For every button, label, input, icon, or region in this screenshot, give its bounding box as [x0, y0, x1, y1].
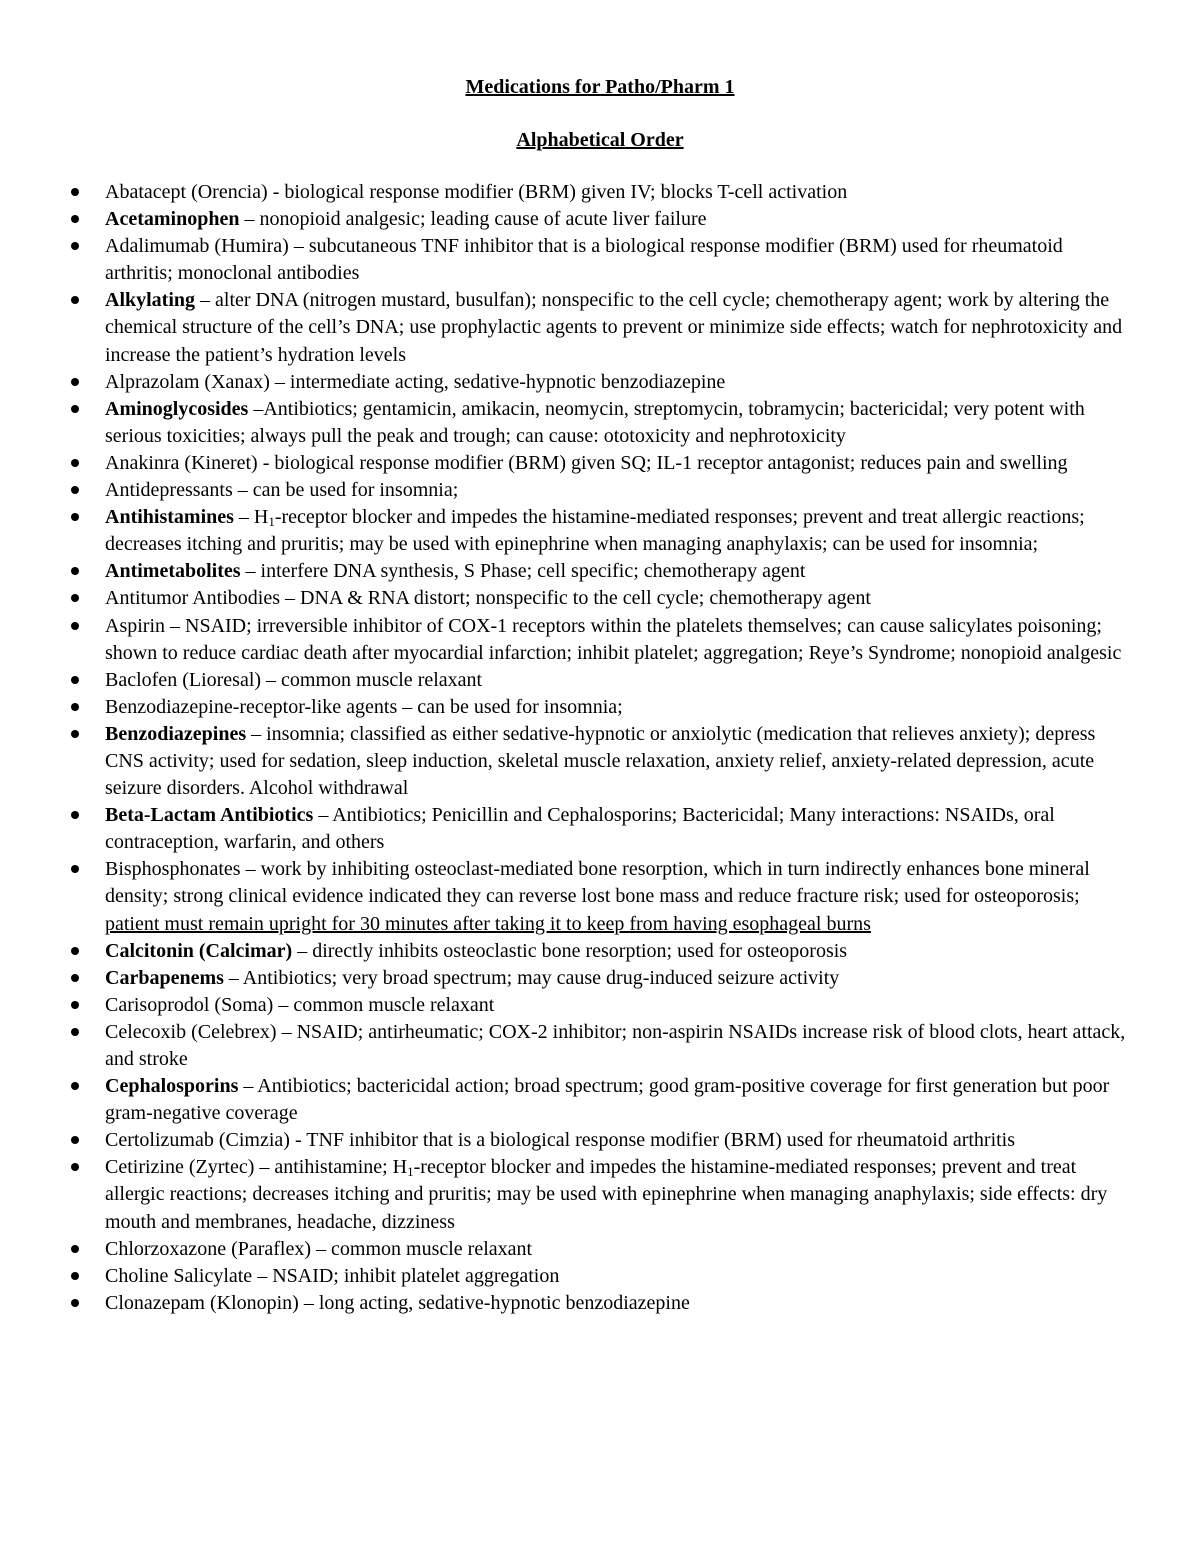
item-description: -receptor blocker and impedes the histamine-mediated responses; prevent and treat allergic reactions; decreases itching and pruritis; may be used with epinephrine when managing anaphylaxis; side effects: dry mouth and membranes, headache, dizziness	[105, 1156, 1108, 1233]
item-description: alter DNA (nitrogen mustard, busulfan); nonspecific to the cell cycle; chemotherapy agent; work by altering the chemical structure of the cell’s DNA; use prophylactic agents to prevent or minimize side effects; watch for nephrotoxicity and increase the patient’s hydration levels	[105, 289, 1123, 366]
item-term: Chlorzoxazone (Paraflex)	[105, 1237, 312, 1260]
item-term: Baclofen (Lioresal)	[105, 668, 262, 691]
item-note-underlined: patient must remain upright for 30 minutes after taking it to keep from having esophageal burns	[105, 912, 871, 935]
item-term: Celecoxib (Celebrex)	[105, 1020, 277, 1043]
item-description: NSAID; inhibit platelet aggregation	[272, 1264, 560, 1287]
list-item: Certolizumab (Cimzia) - TNF inhibitor that is a biological response modifier (BRM) used for rheumatoid arthritis	[0, 1127, 1200, 1154]
item-term: Adalimumab (Humira)	[105, 235, 289, 258]
item-description: common muscle relaxant	[281, 668, 483, 691]
item-term: Cetirizine (Zyrtec)	[105, 1156, 255, 1179]
item-description: NSAID; irreversible inhibitor of COX-1 receptors within the platelets themselves; can cause salicylates poisoning; shown to reduce cardiac death after myocardial infarction; inhibit platelet; aggregation; Reye’s Syndrome; nonopioid analgesic	[105, 614, 1122, 664]
item-description: directly inhibits osteoclastic bone resorption; used for osteoporosis	[312, 939, 848, 962]
item-term: Antidepressants	[105, 479, 233, 502]
item-term: Choline Salicylate	[105, 1264, 253, 1287]
item-term: Acetaminophen	[105, 208, 240, 231]
list-item: Alprazolam (Xanax) – intermediate acting, sedative-hypnotic benzodiazepine	[0, 369, 1200, 396]
list-item: Baclofen (Lioresal) – common muscle relaxant	[0, 667, 1200, 694]
item-description: subcutaneous TNF inhibitor that is a biological response modifier (BRM) used for rheumatoid arthritis; monoclonal antibodies	[105, 235, 1063, 285]
list-item: Beta-Lactam Antibiotics – Antibiotics; Penicillin and Cephalosporins; Bactericidal; Many interactions: NSAIDs, oral contraception, warfarin, and others	[0, 802, 1200, 856]
item-description: work by inhibiting osteoclast-mediated bone resorption, which in turn indirectly enhances bone mineral density; strong clinical evidence indicated they can reverse lost bone mass and reduce fracture risk; used for osteoporosis;	[105, 858, 1090, 908]
list-item: Adalimumab (Humira) – subcutaneous TNF inhibitor that is a biological response modifier (BRM) used for rheumatoid arthritis; monoclonal antibodies	[0, 233, 1200, 287]
list-item: Aminoglycosides –Antibiotics; gentamicin, amikacin, neomycin, streptomycin, tobramycin; bactericidal; very potent with serious toxicities; always pull the peak and trough; can cause: ototoxicity and nephrotoxicity	[0, 396, 1200, 450]
list-item: Clonazepam (Klonopin) – long acting, sedative-hypnotic benzodiazepine	[0, 1290, 1200, 1317]
list-item: Abatacept (Orencia) - biological response modifier (BRM) given IV; blocks T-cell activation	[0, 179, 1200, 206]
item-term: Bisphosphonates	[105, 858, 241, 881]
item-description: insomnia; classified as either sedative-hypnotic or anxiolytic (medication that relieves anxiety); depress CNS activity; used for sedation, sleep induction, skeletal muscle relaxation, anxiety relief, anxiety-related depression, acute seizure disorders. Alcohol withdrawal	[105, 722, 1096, 800]
list-item: Chlorzoxazone (Paraflex) – common muscle relaxant	[0, 1236, 1200, 1263]
item-term: Antimetabolites	[105, 560, 241, 583]
item-term: Carisoprodol (Soma)	[105, 993, 274, 1016]
list-item: Carisoprodol (Soma) – common muscle relaxant	[0, 992, 1200, 1019]
list-item: Carbapenems – Antibiotics; very broad spectrum; may cause drug-induced seizure activity	[0, 965, 1200, 992]
item-term: Calcitonin (Calcimar)	[105, 939, 293, 962]
item-description: NSAID; antirheumatic; COX-2 inhibitor; non-aspirin NSAIDs increase risk of blood clots, heart attack, and stroke	[105, 1020, 1126, 1070]
item-description: common muscle relaxant	[293, 993, 495, 1016]
item-term: Carbapenems	[105, 966, 224, 989]
item-term: Aminoglycosides	[105, 397, 249, 420]
item-term: Anakinra (Kineret)	[105, 451, 258, 474]
list-item: Antimetabolites – interfere DNA synthesis, S Phase; cell specific; chemotherapy agent	[0, 558, 1200, 585]
list-item: Anakinra (Kineret) - biological response modifier (BRM) given SQ; IL-1 receptor antagonist; reduces pain and swelling	[0, 450, 1200, 477]
item-term: Benzodiazepine-receptor-like agents	[105, 695, 398, 718]
item-term: Antihistamines	[105, 506, 234, 529]
item-description: nonopioid analgesic; leading cause of acute liver failure	[259, 208, 707, 231]
medication-list	[0, 179, 1200, 1317]
item-term: Beta-Lactam Antibiotics	[105, 804, 314, 827]
item-description: Antibiotics; gentamicin, amikacin, neomycin, streptomycin, tobramycin; bactericidal; very potent with serious toxicities; always pull the peak and trough; can cause: ototoxicity and nephrotoxicity	[105, 397, 1085, 447]
document-subtitle: Alphabetical Order	[516, 129, 684, 151]
item-description: Antibiotics; very broad spectrum; may cause drug-induced seizure activity	[242, 966, 840, 989]
item-description: long acting, sedative-hypnotic benzodiazepine	[318, 1291, 690, 1314]
item-term: Clonazepam (Klonopin)	[105, 1291, 299, 1314]
item-term: Antitumor Antibodies	[105, 587, 280, 610]
list-item: Choline Salicylate – NSAID; inhibit platelet aggregation	[0, 1263, 1200, 1290]
list-item: Calcitonin (Calcimar) – directly inhibits osteoclastic bone resorption; used for osteoporosis	[0, 938, 1200, 965]
item-description: DNA & RNA distort; nonspecific to the cell cycle; chemotherapy agent	[300, 587, 871, 610]
item-term: Certolizumab (Cimzia)	[105, 1129, 290, 1152]
item-description: can be used for insomnia;	[252, 479, 459, 502]
list-item: Antitumor Antibodies – DNA & RNA distort; nonspecific to the cell cycle; chemotherapy agent	[0, 585, 1200, 612]
item-term: Alkylating	[105, 289, 196, 312]
list-item: Aspirin – NSAID; irreversible inhibitor of COX-1 receptors within the platelets themselves; can cause salicylates poisoning; shown to reduce cardiac death after myocardial infarction; inhibit platelet; aggregation; Reye’s Syndrome; nonopioid analgesic	[0, 613, 1200, 667]
item-description: Antibiotics; Penicillin and Cephalosporins; Bactericidal; Many interactions: NSAIDs, oral contraception, warfarin, and others	[105, 804, 1055, 854]
item-description: interfere DNA synthesis, S Phase; cell specific; chemotherapy agent	[260, 560, 806, 583]
list-item: Cephalosporins – Antibiotics; bactericidal action; broad spectrum; good gram-positive coverage for first generation but poor gram-negative coverage	[0, 1073, 1200, 1127]
list-item: Cetirizine (Zyrtec) – antihistamine; $H_1$-receptor blocker and impedes the histamine-mediated responses; prevent and treat allergic reactions; decreases itching and pruritis; may be used with epinephrine when managing anaphylaxis; side effects: dry mouth and membranes, headache, dizziness	[0, 1154, 1200, 1235]
item-term: Aspirin	[105, 614, 165, 637]
list-item: Antihistamines – $H_1$-receptor blocker and impedes the histamine-mediated responses; prevent and treat allergic reactions; decreases itching and pruritis; may be used with epinephrine when managing anaphylaxis; can be used for insomnia;	[0, 504, 1200, 558]
item-term: Alprazolam (Xanax)	[105, 370, 270, 393]
item-term: Cephalosporins	[105, 1075, 239, 1098]
item-description: biological response modifier (BRM) given SQ; IL-1 receptor antagonist; reduces pain and swelling	[274, 451, 1068, 474]
item-description: intermediate acting, sedative-hypnotic benzodiazepine	[289, 370, 726, 393]
list-item: Antidepressants – can be used for insomnia;	[0, 477, 1200, 504]
list-item: Bisphosphonates – work by inhibiting osteoclast-mediated bone resorption, which in turn indirectly enhances bone mineral density; strong clinical evidence indicated they can reverse lost bone mass and reduce fracture risk; used for osteoporosis; patient must remain upright for 30 minutes after taking it to keep from having esophageal burns	[0, 856, 1200, 937]
item-description: can be used for insomnia;	[417, 695, 623, 718]
document-title: Medications for Patho/Pharm 1	[465, 76, 735, 98]
item-description: biological response modifier (BRM) given IV; blocks T-cell activation	[284, 181, 848, 203]
list-item: Alkylating – alter DNA (nitrogen mustard, busulfan); nonspecific to the cell cycle; chemotherapy agent; work by altering the chemical structure of the cell’s DNA; use prophylactic agents to prevent or minimize side effects; watch for nephrotoxicity and increase the patient’s hydration levels	[0, 287, 1200, 368]
item-description: TNF inhibitor that is a biological response modifier (BRM) used for rheumatoid arthritis	[306, 1129, 1016, 1152]
item-description: common muscle relaxant	[331, 1237, 533, 1260]
item-term: Abatacept (Orencia)	[105, 181, 268, 203]
item-description: Antibiotics; bactericidal action; broad spectrum; good gram-positive coverage for first generation but poor gram-negative coverage	[105, 1075, 1110, 1125]
list-item: Acetaminophen – nonopioid analgesic; leading cause of acute liver failure	[0, 206, 1200, 233]
list-item: Celecoxib (Celebrex) – NSAID; antirheumatic; COX-2 inhibitor; non-aspirin NSAIDs increase risk of blood clots, heart attack, and stroke	[0, 1019, 1200, 1073]
list-item: Benzodiazepine-receptor-like agents – can be used for insomnia;	[0, 694, 1200, 721]
item-term: Benzodiazepines	[105, 722, 247, 745]
list-item: Benzodiazepines – insomnia; classified as either sedative-hypnotic or anxiolytic (medication that relieves anxiety); depress CNS activity; used for sedation, sleep induction, skeletal muscle relaxation, anxiety relief, anxiety-related depression, acute seizure disorders. Alcohol withdrawal	[0, 721, 1200, 802]
item-description: -receptor blocker and impedes the histamine-mediated responses; prevent and treat allergic reactions; decreases itching and pruritis; may be used with epinephrine when managing anaphylaxis; can be used for insomnia;	[105, 506, 1085, 556]
